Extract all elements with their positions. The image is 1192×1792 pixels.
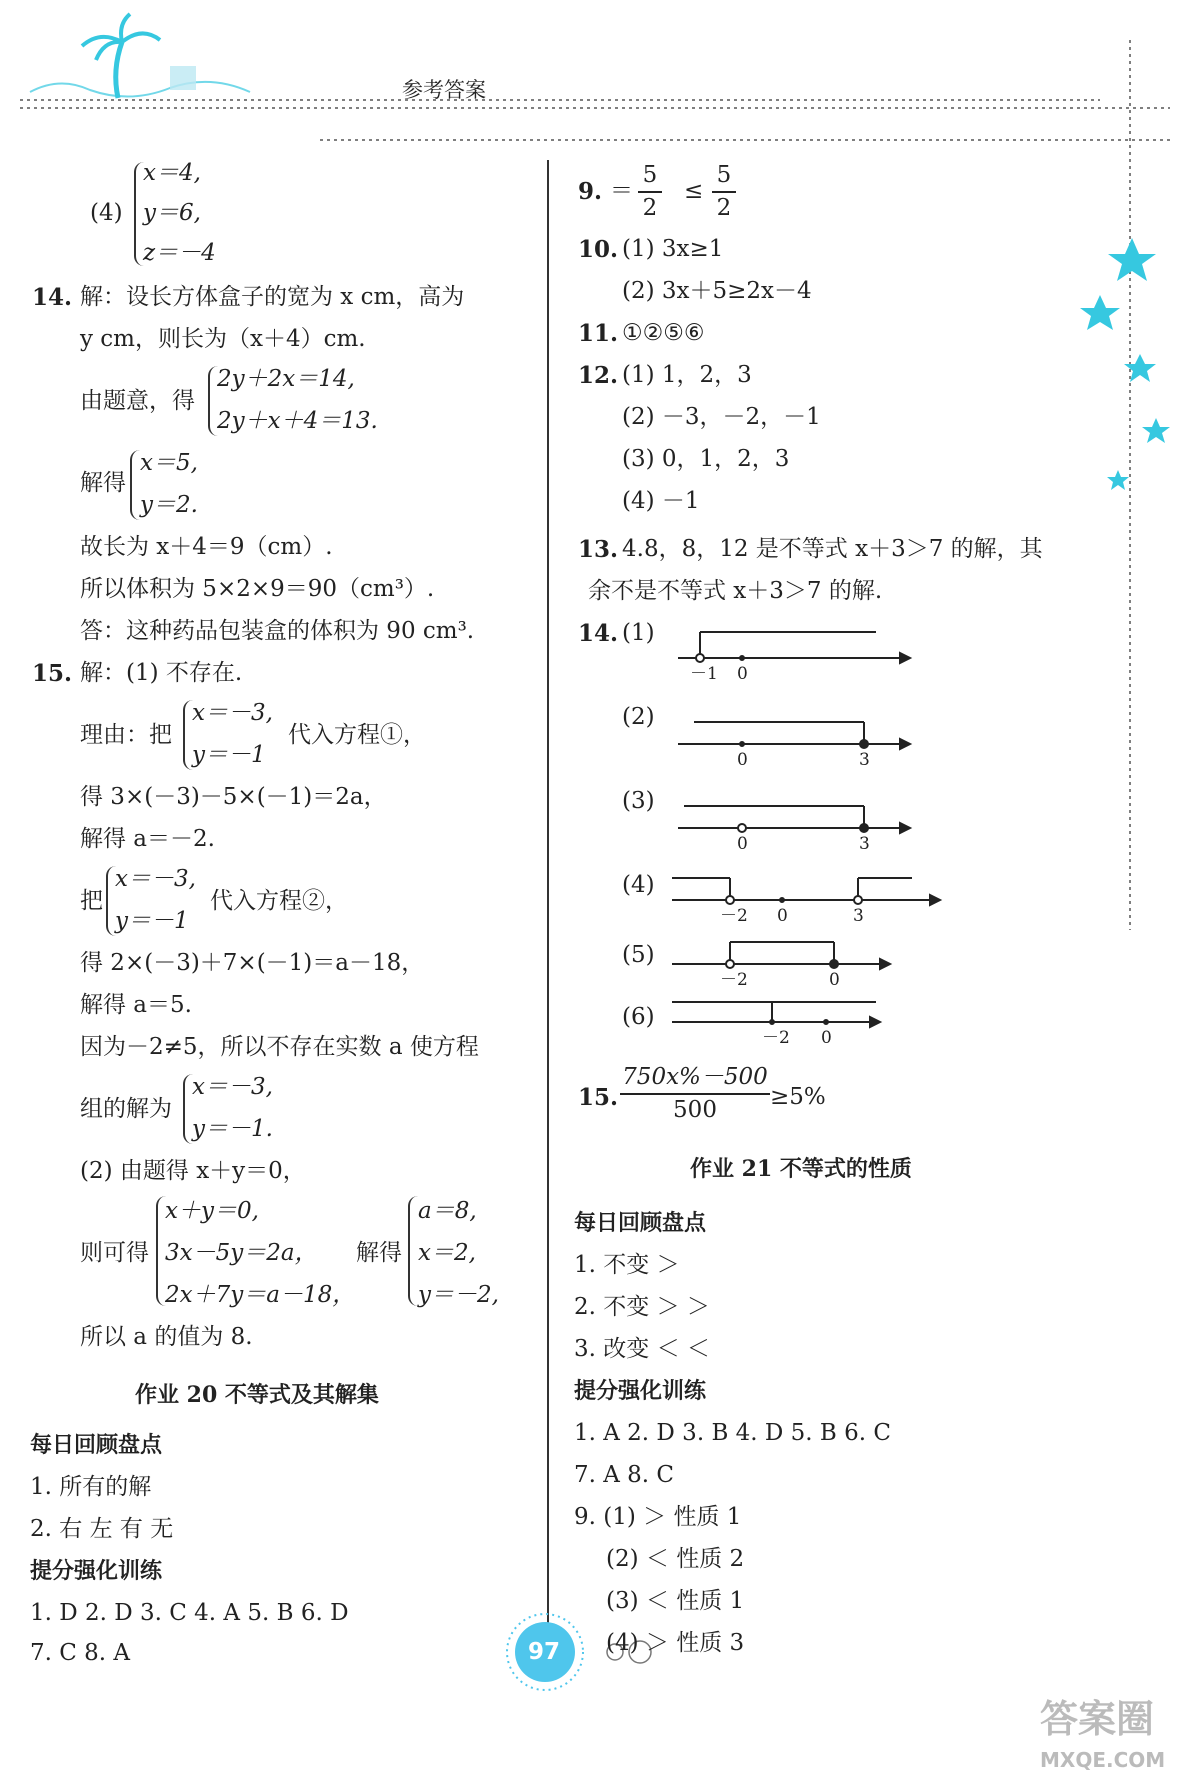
denominator: 2 <box>716 195 732 221</box>
section-title: 作业 20 不等式及其解集 <box>135 1382 379 1408</box>
question-number: 14. <box>578 620 619 647</box>
text-line: 组的解为 <box>80 1096 172 1122</box>
equation: 2y＋2x＝14, <box>217 366 355 392</box>
number-line-4 <box>672 878 940 905</box>
tick-label: 0 <box>777 906 788 926</box>
text-line: 解：(1) 不存在. <box>80 660 243 686</box>
question-number: 14. <box>32 284 73 311</box>
equation: x＝4, <box>143 160 201 186</box>
subsection-title: 提分强化训练 <box>30 1558 163 1584</box>
number-line-1 <box>678 632 910 663</box>
section-title: 作业 21 不等式的性质 <box>690 1156 912 1182</box>
brace <box>408 1196 418 1306</box>
text-line: 理由：把 <box>80 722 172 748</box>
equation: x＝5, <box>140 450 198 476</box>
fraction <box>620 1066 770 1122</box>
tick-label: 0 <box>821 1028 832 1048</box>
subpart-label: (5) <box>622 942 655 968</box>
tick-label: 0 <box>737 750 748 770</box>
star-icon <box>1124 354 1156 382</box>
equation: 2y＋x＋4＝13. <box>217 408 378 434</box>
answer-line: 2. 不变 ＞ ＞ <box>574 1294 710 1320</box>
answer-line: 7. C 8. A <box>30 1640 131 1666</box>
text-line: 则可得 <box>80 1240 149 1266</box>
numerator: 5 <box>716 162 732 188</box>
text-line: 所以体积为 5×2×9＝90（cm³）. <box>80 576 435 602</box>
subpart-label: (3) <box>622 788 655 814</box>
answer-line: ①②⑤⑥ <box>622 320 705 346</box>
text-line: (2) 由题得 x＋y＝0， <box>80 1158 306 1184</box>
answer-line: (2) 3x＋5≥2x－4 <box>622 278 812 304</box>
answer-line: 3. 改变 ＜ ＜ <box>574 1336 710 1362</box>
tick-label: －1 <box>690 664 718 684</box>
question-number: 10. <box>578 236 619 263</box>
subpart-label: (4) <box>622 872 655 898</box>
text-line: 解得 a＝5. <box>80 992 192 1018</box>
equation: 2x＋7y＝a－18， <box>165 1282 356 1308</box>
equation: y＝6, <box>143 200 201 226</box>
text-line: 答：这种药品包装盒的体积为 90 cm³. <box>80 618 475 644</box>
tick-label: 3 <box>859 834 870 854</box>
answer-line: 1. 所有的解 <box>30 1474 152 1500</box>
equation: y＝－1 <box>192 742 266 768</box>
tick-label: 0 <box>737 834 748 854</box>
equation: x＝2, <box>418 1240 476 1266</box>
star-icons <box>1080 238 1170 490</box>
tick-label: －2 <box>720 906 748 926</box>
watermark-url: MXQE.COM <box>1040 1748 1166 1772</box>
palm-logo-icon <box>30 14 250 98</box>
header-title: 参考答案 <box>402 78 486 102</box>
numerator: 750x%－500 <box>622 1064 768 1090</box>
text-line: 代入方程①， <box>288 722 426 748</box>
subsection-title: 每日回顾盘点 <box>30 1432 163 1458</box>
subpart-label: (2) <box>622 704 655 730</box>
tick-label: －2 <box>762 1028 790 1048</box>
equation: y＝－2, <box>418 1282 499 1308</box>
brace <box>130 450 140 520</box>
text-line: 解：设长方体盒子的宽为 x cm，高为 <box>80 284 465 310</box>
answer-line: 1. D 2. D 3. C 4. A 5. B 6. D <box>30 1600 349 1626</box>
star-icon <box>1107 470 1129 490</box>
answer-line: (1) 1，2，3 <box>622 362 752 388</box>
denominator: 2 <box>642 195 658 221</box>
answer-line: (1) 3x≥1 <box>622 236 724 262</box>
answer-line: 1. 不变 ＞ <box>574 1252 680 1278</box>
number-lines <box>672 632 940 1027</box>
answer-line: (2) ＜ 性质 2 <box>606 1546 745 1572</box>
star-icon <box>1080 295 1120 330</box>
answer-line: (4) ＞ 性质 3 <box>606 1630 745 1656</box>
answer-line: 1. A 2. D 3. B 4. D 5. B 6. C <box>574 1420 891 1446</box>
answer-line: (4) －1 <box>622 488 700 514</box>
equation: x＋y＝0, <box>165 1198 259 1224</box>
q13-4-label: (4) <box>90 200 123 226</box>
number-line-6 <box>672 1002 880 1027</box>
tick-label: 3 <box>853 906 864 926</box>
answer-line: 余不是不等式 x＋3＞7 的解. <box>588 578 883 604</box>
equation: a＝8, <box>418 1198 477 1224</box>
equation: y＝－1. <box>192 1116 273 1142</box>
text-line: y cm，则长为（x＋4）cm. <box>80 326 366 352</box>
text-line: 得 3×(－3)－5×(－1)＝2a， <box>80 784 387 810</box>
text-line: 因为－2≠5，所以不存在实数 a 使方程 <box>80 1034 479 1060</box>
symbol: ＝ <box>610 178 633 204</box>
star-icon <box>1108 238 1156 281</box>
symbol: ≤ <box>684 178 704 204</box>
number-line-5 <box>672 942 890 969</box>
equation: y＝2. <box>140 492 198 518</box>
equation: z＝－4 <box>143 240 216 266</box>
tick-label: 0 <box>829 970 840 990</box>
text-line: 解得 a＝－2. <box>80 826 215 852</box>
question-number: 11. <box>578 320 619 347</box>
text-line: 代入方程②， <box>210 888 348 914</box>
answer-line: 7. A 8. C <box>574 1462 675 1488</box>
answer-line: ≥5% <box>770 1084 826 1110</box>
tick-label: 3 <box>859 750 870 770</box>
question-number: 9. <box>578 178 603 205</box>
equation: x＝－3, <box>192 700 273 726</box>
subpart-label: (1) <box>622 620 655 646</box>
question-number: 13. <box>578 536 619 563</box>
subsection-title: 提分强化训练 <box>574 1378 707 1404</box>
fraction <box>638 164 662 220</box>
equation: y＝－1 <box>115 908 189 934</box>
text-line: 所以 a 的值为 8. <box>80 1324 253 1350</box>
numerator: 5 <box>642 162 658 188</box>
equation: 3x－5y＝2a， <box>165 1240 318 1266</box>
subsection-title: 每日回顾盘点 <box>574 1210 707 1236</box>
answer-line: 2. 右 左 有 无 <box>30 1516 174 1542</box>
question-number: 15. <box>578 1084 619 1111</box>
tick-label: －2 <box>720 970 748 990</box>
fraction <box>712 164 736 220</box>
subpart-label: (6) <box>622 1004 655 1030</box>
answer-line: 9. (1) ＞ 性质 1 <box>574 1504 742 1530</box>
text-line: 解得 <box>80 470 126 496</box>
page-number: 97 <box>528 1639 561 1665</box>
denominator: 500 <box>673 1097 717 1123</box>
text-line: 得 2×(－3)＋7×(－1)＝a－18， <box>80 950 425 976</box>
equation: x＝－3, <box>192 1074 273 1100</box>
text-line: 把 <box>80 888 103 914</box>
tick-label: 0 <box>737 664 748 684</box>
text-line: 由题意，得 <box>80 388 195 414</box>
question-number: 15. <box>32 660 73 687</box>
text-line: 解得 <box>356 1240 402 1266</box>
answer-line: (3) ＜ 性质 1 <box>606 1588 745 1614</box>
number-line-2 <box>678 722 910 749</box>
answer-line: 4.8，8，12 是不等式 x＋3＞7 的解，其 <box>622 536 1043 562</box>
question-number: 12. <box>578 362 619 389</box>
answer-line: (3) 0，1，2，3 <box>622 446 790 472</box>
number-line-3 <box>678 806 910 833</box>
answer-line: (2) －3，－2，－1 <box>622 404 821 430</box>
watermark-text: 答案圈 <box>1040 1697 1155 1741</box>
equation: x＝－3, <box>115 866 196 892</box>
text-line: 故长为 x＋4＝9（cm）. <box>80 534 333 560</box>
star-icon <box>1142 418 1170 443</box>
